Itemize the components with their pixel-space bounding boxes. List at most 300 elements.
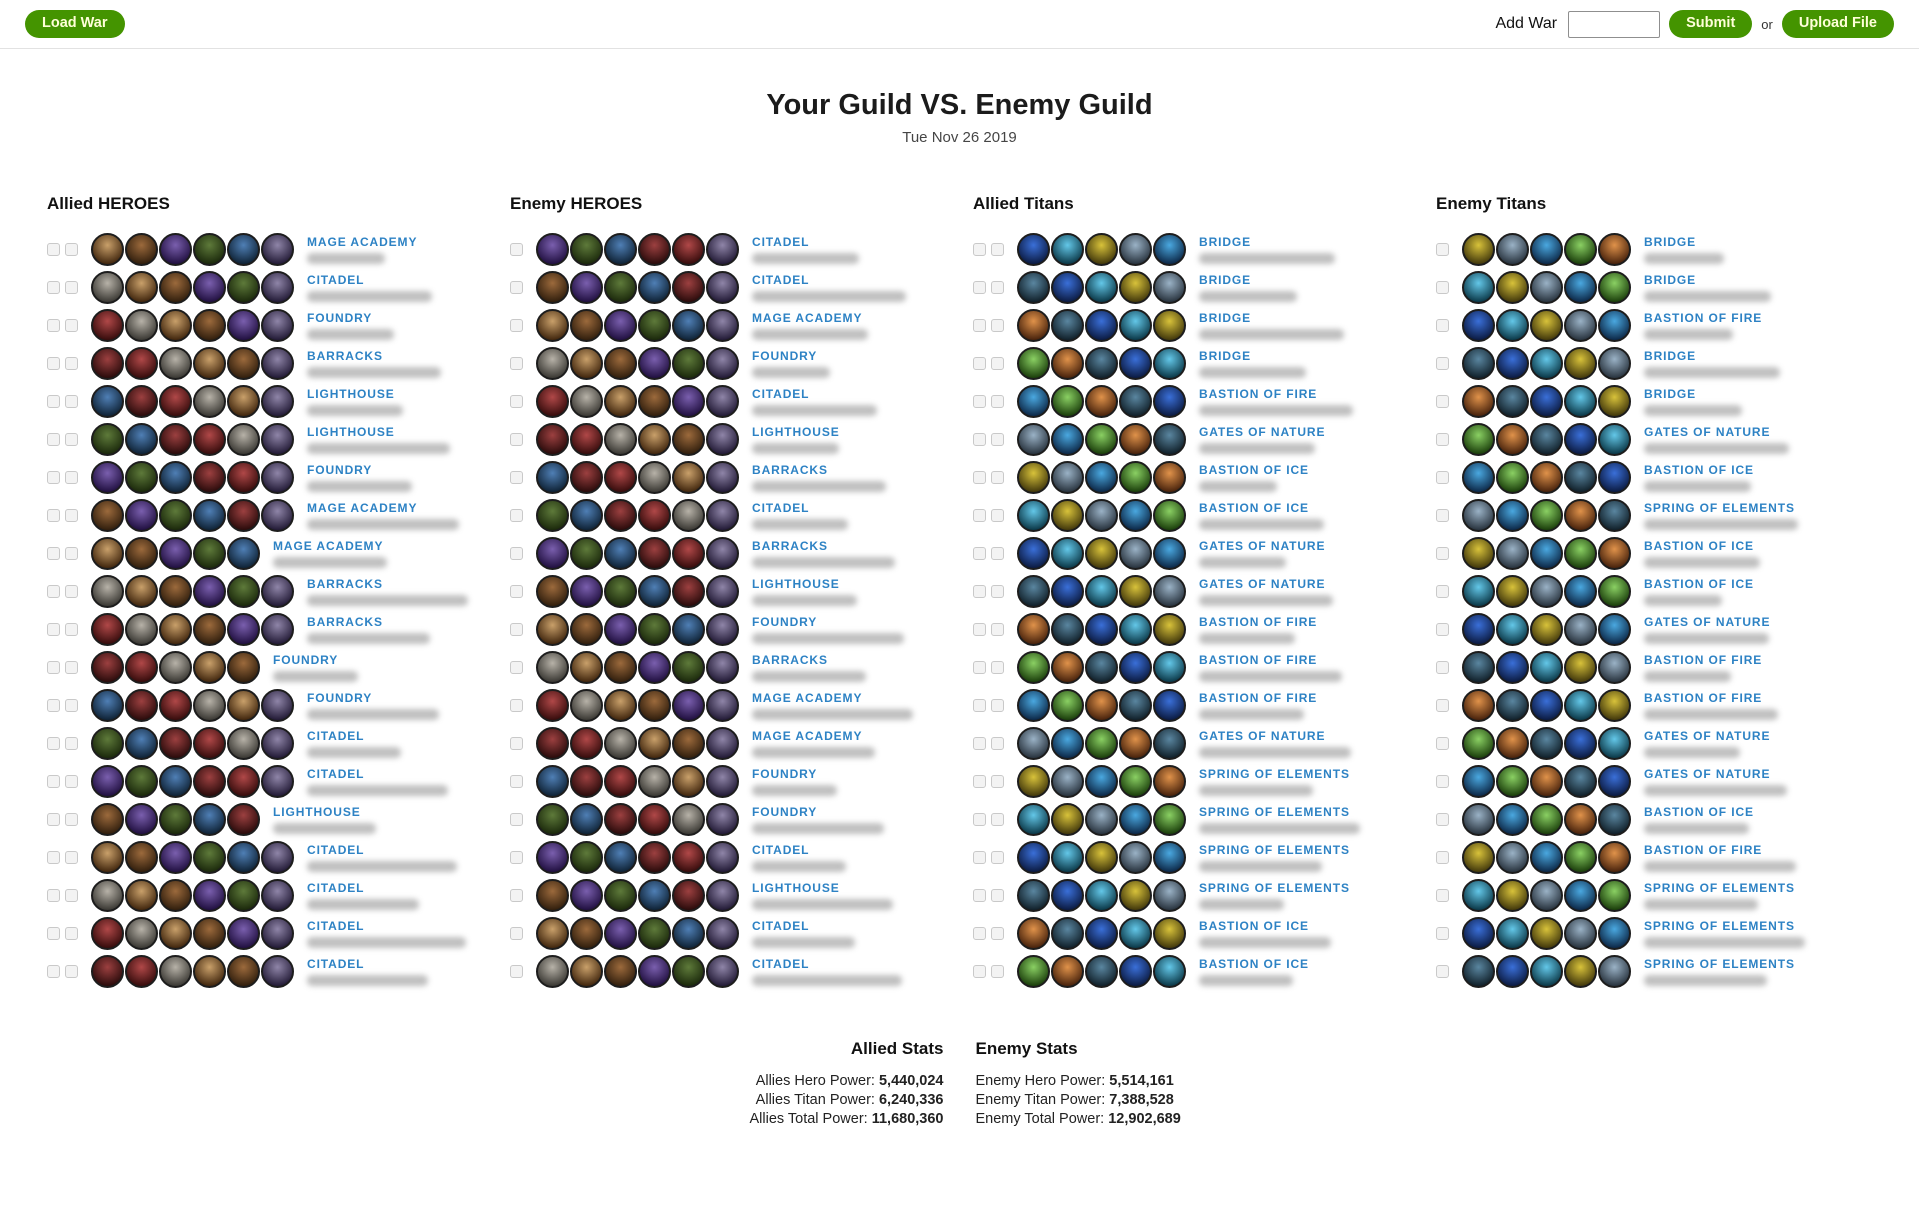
avatar-group: [91, 879, 295, 912]
team-select-checkbox[interactable]: [510, 585, 523, 598]
team-select-checkbox[interactable]: [1436, 699, 1449, 712]
team-row: [510, 803, 951, 836]
team-select-checkbox[interactable]: [65, 243, 78, 256]
player-name-blurred: [307, 519, 459, 530]
titan-avatar-icon: [1462, 461, 1495, 494]
hero-avatar-icon: [570, 309, 603, 342]
titan-avatar-icon: [1051, 841, 1084, 874]
hero-avatar-icon: [193, 271, 226, 304]
titan-avatar-icon: [1153, 689, 1186, 722]
building-label: LIGHTHOUSE: [273, 804, 361, 819]
hero-avatar-icon: [159, 689, 192, 722]
titan-avatar-icon: [1496, 727, 1529, 760]
team-select-checkbox[interactable]: [65, 281, 78, 294]
hero-avatar-icon: [227, 917, 260, 950]
team-select-checkbox[interactable]: [1436, 661, 1449, 674]
team-select-checkbox[interactable]: [65, 775, 78, 788]
submit-button[interactable]: Submit: [1669, 10, 1752, 38]
player-name-blurred: [1199, 329, 1344, 340]
team-select-checkbox[interactable]: [510, 813, 523, 826]
hero-avatar-icon: [261, 955, 294, 988]
hero-avatar-icon: [91, 537, 124, 570]
team-select-checkbox[interactable]: [510, 547, 523, 560]
player-name-blurred: [1199, 785, 1313, 796]
team-info: [752, 654, 866, 682]
titan-avatar-icon: [1051, 461, 1084, 494]
team-select-checkbox[interactable]: [1436, 243, 1449, 256]
team-select-checkbox[interactable]: [47, 965, 60, 978]
team-select-checkbox[interactable]: [991, 471, 1004, 484]
titan-avatar-icon: [1530, 423, 1563, 456]
team-select-checkbox[interactable]: [65, 965, 78, 978]
player-name-blurred: [1199, 899, 1284, 910]
hero-avatar-icon: [570, 347, 603, 380]
hero-avatar-icon: [604, 879, 637, 912]
avatar-group: [1017, 233, 1187, 266]
team-select-checkbox[interactable]: [65, 509, 78, 522]
player-name-blurred: [307, 975, 428, 986]
hero-avatar-icon: [638, 271, 671, 304]
titan-avatar-icon: [1564, 613, 1597, 646]
team-select-checkbox[interactable]: [1436, 357, 1449, 370]
team-select-checkbox[interactable]: [973, 547, 986, 560]
team-select-checkbox[interactable]: [991, 965, 1004, 978]
team-info: [1644, 882, 1795, 910]
titan-avatar-icon: [1530, 765, 1563, 798]
building-label: GATES OF NATURE: [1199, 728, 1326, 743]
team-select-checkbox[interactable]: [47, 433, 60, 446]
team-select-checkbox[interactable]: [65, 813, 78, 826]
team-select-checkbox[interactable]: [1436, 927, 1449, 940]
titan-avatar-icon: [1153, 917, 1186, 950]
team-select-checkbox[interactable]: [991, 243, 1004, 256]
team-select-checkbox[interactable]: [510, 889, 523, 902]
team-select-checkbox[interactable]: [973, 813, 986, 826]
hero-avatar-icon: [604, 575, 637, 608]
team-row: [510, 233, 951, 266]
titan-avatar-icon: [1530, 689, 1563, 722]
hero-avatar-icon: [227, 651, 260, 684]
hero-avatar-icon: [604, 309, 637, 342]
team-select-checkbox[interactable]: [973, 737, 986, 750]
team-select-checkbox[interactable]: [510, 243, 523, 256]
team-select-checkbox[interactable]: [510, 775, 523, 788]
team-select-checkbox[interactable]: [991, 547, 1004, 560]
team-select-checkbox[interactable]: [991, 889, 1004, 902]
hero-avatar-icon: [536, 537, 569, 570]
titan-avatar-icon: [1017, 689, 1050, 722]
titan-avatar-icon: [1153, 955, 1186, 988]
team-select-checkbox[interactable]: [47, 547, 60, 560]
titan-avatar-icon: [1530, 917, 1563, 950]
hero-avatar-icon: [193, 575, 226, 608]
team-info: [752, 844, 846, 872]
titan-avatar-icon: [1153, 651, 1186, 684]
team-select-checkbox[interactable]: [65, 661, 78, 674]
titan-avatar-icon: [1119, 727, 1152, 760]
team-info: [1644, 806, 1754, 834]
hero-avatar-icon: [261, 575, 294, 608]
team-select-checkbox[interactable]: [1436, 281, 1449, 294]
building-label: CITADEL: [752, 500, 810, 515]
team-info: [1199, 236, 1335, 264]
team-select-checkbox[interactable]: [991, 281, 1004, 294]
hero-avatar-icon: [604, 955, 637, 988]
titan-avatar-icon: [1017, 727, 1050, 760]
add-war-input[interactable]: [1568, 11, 1660, 38]
hero-avatar-icon: [193, 841, 226, 874]
team-row: [973, 271, 1414, 304]
team-select-checkbox[interactable]: [973, 661, 986, 674]
avatar-group: [91, 271, 295, 304]
team-row: [510, 461, 951, 494]
team-row: [47, 461, 488, 494]
avatar-group: [1017, 879, 1187, 912]
team-select-checkbox[interactable]: [47, 243, 60, 256]
hero-avatar-icon: [672, 347, 705, 380]
hero-avatar-icon: [638, 803, 671, 836]
team-select-checkbox[interactable]: [991, 433, 1004, 446]
team-select-checkbox[interactable]: [47, 281, 60, 294]
hero-avatar-icon: [227, 233, 260, 266]
team-row: [973, 803, 1414, 836]
team-select-checkbox[interactable]: [973, 319, 986, 332]
titan-avatar-icon: [1598, 613, 1631, 646]
team-select-checkbox[interactable]: [510, 433, 523, 446]
titan-avatar-icon: [1530, 575, 1563, 608]
building-label: FOUNDRY: [273, 652, 339, 667]
avatar-group: [1462, 271, 1632, 304]
team-select-checkbox[interactable]: [1436, 775, 1449, 788]
titan-avatar-icon: [1153, 461, 1186, 494]
building-label: BRIDGE: [1199, 272, 1252, 287]
team-info: [1199, 464, 1309, 492]
titan-avatar-icon: [1530, 651, 1563, 684]
team-select-checkbox[interactable]: [1436, 851, 1449, 864]
team-select-checkbox[interactable]: [510, 395, 523, 408]
hero-avatar-icon: [159, 385, 192, 418]
team-select-checkbox[interactable]: [65, 395, 78, 408]
team-select-checkbox[interactable]: [973, 471, 986, 484]
hero-avatar-icon: [604, 917, 637, 950]
building-label: CITADEL: [307, 728, 365, 743]
player-name-blurred: [307, 633, 430, 644]
team-select-checkbox[interactable]: [973, 281, 986, 294]
hero-avatar-icon: [672, 955, 705, 988]
team-select-checkbox[interactable]: [973, 851, 986, 864]
titan-avatar-icon: [1564, 271, 1597, 304]
hero-avatar-icon: [570, 651, 603, 684]
team-select-checkbox[interactable]: [991, 395, 1004, 408]
team-select-checkbox[interactable]: [510, 509, 523, 522]
team-select-checkbox[interactable]: [991, 319, 1004, 332]
team-row: [510, 423, 951, 456]
team-select-checkbox[interactable]: [991, 585, 1004, 598]
team-select-checkbox[interactable]: [47, 699, 60, 712]
titan-avatar-icon: [1085, 309, 1118, 342]
hero-avatar-icon: [193, 613, 226, 646]
hero-avatar-icon: [125, 271, 158, 304]
hero-avatar-icon: [706, 689, 739, 722]
team-select-checkbox[interactable]: [510, 471, 523, 484]
team-row: [47, 955, 488, 988]
team-select-checkbox[interactable]: [1436, 623, 1449, 636]
team-select-checkbox[interactable]: [65, 319, 78, 332]
hero-avatar-icon: [604, 271, 637, 304]
team-info: [1644, 616, 1770, 644]
hero-avatar-icon: [672, 309, 705, 342]
hero-avatar-icon: [261, 841, 294, 874]
team-select-checkbox[interactable]: [1436, 965, 1449, 978]
titan-avatar-icon: [1598, 347, 1631, 380]
titan-avatar-icon: [1564, 309, 1597, 342]
team-select-checkbox[interactable]: [510, 851, 523, 864]
team-select-checkbox[interactable]: [973, 243, 986, 256]
team-select-checkbox[interactable]: [991, 699, 1004, 712]
team-select-checkbox[interactable]: [65, 889, 78, 902]
avatar-group: [1017, 309, 1187, 342]
titan-avatar-icon: [1153, 537, 1186, 570]
team-select-checkbox[interactable]: [65, 623, 78, 636]
hero-avatar-icon: [570, 803, 603, 836]
team-select-checkbox[interactable]: [1436, 319, 1449, 332]
team-select-checkbox[interactable]: [1436, 585, 1449, 598]
titan-avatar-icon: [1051, 613, 1084, 646]
titan-avatar-icon: [1153, 233, 1186, 266]
titan-avatar-icon: [1462, 575, 1495, 608]
team-select-checkbox[interactable]: [65, 357, 78, 370]
avatar-group: [1462, 879, 1632, 912]
titan-avatar-icon: [1496, 309, 1529, 342]
hero-avatar-icon: [193, 385, 226, 418]
team-info: [752, 806, 884, 834]
building-label: BASTION OF FIRE: [1644, 690, 1763, 705]
team-row: [973, 841, 1414, 874]
team-select-checkbox[interactable]: [991, 775, 1004, 788]
titan-avatar-icon: [1017, 955, 1050, 988]
team-select-checkbox[interactable]: [47, 395, 60, 408]
team-select-checkbox[interactable]: [510, 737, 523, 750]
hero-avatar-icon: [638, 651, 671, 684]
stat-label: Allies Total Power:: [749, 1111, 868, 1127]
team-row: [1436, 423, 1877, 456]
hero-avatar-icon: [604, 803, 637, 836]
team-select-checkbox[interactable]: [1436, 737, 1449, 750]
hero-avatar-icon: [536, 461, 569, 494]
team-select-checkbox[interactable]: [973, 357, 986, 370]
hero-avatar-icon: [193, 233, 226, 266]
titan-avatar-icon: [1564, 423, 1597, 456]
team-select-checkbox[interactable]: [991, 813, 1004, 826]
hero-avatar-icon: [706, 233, 739, 266]
titan-avatar-icon: [1017, 537, 1050, 570]
hero-avatar-icon: [672, 499, 705, 532]
team-select-checkbox[interactable]: [973, 889, 986, 902]
titan-avatar-icon: [1564, 651, 1597, 684]
avatar-group: [91, 727, 295, 760]
player-name-blurred: [1199, 481, 1277, 492]
upload-file-button[interactable]: Upload File: [1782, 10, 1894, 38]
team-select-checkbox[interactable]: [65, 471, 78, 484]
team-select-checkbox[interactable]: [65, 737, 78, 750]
hero-avatar-icon: [125, 499, 158, 532]
avatar-group: [1462, 423, 1632, 456]
avatar-group: [91, 309, 295, 342]
avatar-group: [91, 423, 295, 456]
team-select-checkbox[interactable]: [1436, 813, 1449, 826]
team-select-checkbox[interactable]: [47, 623, 60, 636]
team-info: [1644, 236, 1724, 264]
team-select-checkbox[interactable]: [1436, 433, 1449, 446]
team-select-checkbox[interactable]: [47, 509, 60, 522]
team-select-checkbox[interactable]: [510, 281, 523, 294]
hero-avatar-icon: [570, 499, 603, 532]
hero-avatar-icon: [672, 233, 705, 266]
team-info: [1199, 578, 1333, 606]
team-select-checkbox[interactable]: [65, 699, 78, 712]
team-info: [752, 730, 875, 758]
team-select-checkbox[interactable]: [47, 813, 60, 826]
avatar-group: [1462, 727, 1632, 760]
hero-avatar-icon: [536, 841, 569, 874]
team-select-checkbox[interactable]: [973, 395, 986, 408]
avatar-group: [1017, 689, 1187, 722]
team-select-checkbox[interactable]: [973, 699, 986, 712]
hero-avatar-icon: [91, 841, 124, 874]
team-select-checkbox[interactable]: [47, 357, 60, 370]
titan-avatar-icon: [1598, 689, 1631, 722]
team-select-checkbox[interactable]: [47, 927, 60, 940]
team-select-checkbox[interactable]: [510, 357, 523, 370]
building-label: MAGE ACADEMY: [752, 728, 863, 743]
hero-avatar-icon: [193, 765, 226, 798]
player-name-blurred: [752, 595, 857, 606]
building-label: BRIDGE: [1644, 272, 1697, 287]
team-select-checkbox[interactable]: [65, 433, 78, 446]
titan-avatar-icon: [1085, 879, 1118, 912]
team-select-checkbox[interactable]: [1436, 509, 1449, 522]
team-info: [1644, 426, 1789, 454]
load-war-button[interactable]: Load War: [25, 10, 125, 38]
hero-avatar-icon: [91, 651, 124, 684]
building-label: BRIDGE: [1199, 348, 1252, 363]
team-info: [307, 236, 417, 264]
team-info: [1199, 958, 1309, 986]
team-select-checkbox[interactable]: [65, 585, 78, 598]
titan-avatar-icon: [1496, 575, 1529, 608]
building-label: CITADEL: [752, 956, 810, 971]
team-select-checkbox[interactable]: [47, 775, 60, 788]
team-select-checkbox[interactable]: [973, 775, 986, 788]
team-row: [1436, 917, 1877, 950]
team-select-checkbox[interactable]: [510, 319, 523, 332]
team-select-checkbox[interactable]: [1436, 889, 1449, 902]
team-select-checkbox[interactable]: [1436, 395, 1449, 408]
avatar-group: [1462, 613, 1632, 646]
team-row: [510, 765, 951, 798]
team-select-checkbox[interactable]: [973, 509, 986, 522]
team-select-checkbox[interactable]: [510, 661, 523, 674]
team-select-checkbox[interactable]: [991, 357, 1004, 370]
hero-avatar-icon: [536, 575, 569, 608]
team-select-checkbox[interactable]: [47, 661, 60, 674]
team-row: [47, 537, 488, 570]
titan-avatar-icon: [1462, 955, 1495, 988]
team-select-checkbox[interactable]: [973, 927, 986, 940]
team-select-checkbox[interactable]: [1436, 547, 1449, 560]
player-name-blurred: [1644, 823, 1749, 834]
hero-avatar-icon: [125, 575, 158, 608]
hero-avatar-icon: [604, 347, 637, 380]
team-row: [510, 651, 951, 684]
team-info: [1199, 920, 1331, 948]
team-row: [1436, 727, 1877, 760]
team-select-checkbox[interactable]: [991, 737, 1004, 750]
stat-line: [689, 1110, 944, 1129]
hero-avatar-icon: [227, 613, 260, 646]
avatar-group: [536, 233, 740, 266]
building-label: FOUNDRY: [752, 348, 818, 363]
team-select-checkbox[interactable]: [510, 623, 523, 636]
team-select-checkbox[interactable]: [973, 433, 986, 446]
war-date: Tue Nov 26 2019: [902, 129, 1017, 146]
team-select-checkbox[interactable]: [47, 319, 60, 332]
titan-avatar-icon: [1530, 727, 1563, 760]
avatar-group: [1462, 347, 1632, 380]
titan-avatar-icon: [1153, 575, 1186, 608]
team-info: [273, 654, 358, 682]
player-name-blurred: [307, 937, 466, 948]
hero-avatar-icon: [227, 461, 260, 494]
building-label: GATES OF NATURE: [1644, 766, 1771, 781]
hero-avatar-icon: [193, 727, 226, 760]
building-label: BARRACKS: [752, 538, 828, 553]
team-select-checkbox[interactable]: [973, 965, 986, 978]
stat-value: 6,240,336: [878, 1092, 944, 1108]
titan-avatar-icon: [1085, 461, 1118, 494]
team-select-checkbox[interactable]: [1436, 471, 1449, 484]
hero-avatar-icon: [261, 385, 294, 418]
team-select-checkbox[interactable]: [991, 851, 1004, 864]
team-select-checkbox[interactable]: [991, 927, 1004, 940]
player-name-blurred: [1644, 899, 1758, 910]
building-label: BASTION OF ICE: [1199, 918, 1309, 933]
team-select-checkbox[interactable]: [65, 547, 78, 560]
team-select-checkbox[interactable]: [991, 661, 1004, 674]
team-select-checkbox[interactable]: [973, 585, 986, 598]
team-select-checkbox[interactable]: [973, 623, 986, 636]
avatar-group: [1017, 347, 1187, 380]
player-name-blurred: [752, 557, 895, 568]
team-select-checkbox[interactable]: [47, 737, 60, 750]
building-label: SPRING OF ELEMENTS: [1199, 842, 1350, 857]
team-select-checkbox[interactable]: [47, 851, 60, 864]
team-select-checkbox[interactable]: [65, 851, 78, 864]
team-select-checkbox[interactable]: [65, 927, 78, 940]
team-select-checkbox[interactable]: [47, 585, 60, 598]
player-name-blurred: [1644, 785, 1787, 796]
team-select-checkbox[interactable]: [510, 699, 523, 712]
team-select-checkbox[interactable]: [47, 889, 60, 902]
team-select-checkbox[interactable]: [510, 927, 523, 940]
player-name-blurred: [752, 937, 855, 948]
team-select-checkbox[interactable]: [991, 623, 1004, 636]
team-select-checkbox[interactable]: [47, 471, 60, 484]
titan-avatar-icon: [1564, 727, 1597, 760]
team-select-checkbox[interactable]: [991, 509, 1004, 522]
titan-avatar-icon: [1496, 651, 1529, 684]
team-select-checkbox[interactable]: [510, 965, 523, 978]
